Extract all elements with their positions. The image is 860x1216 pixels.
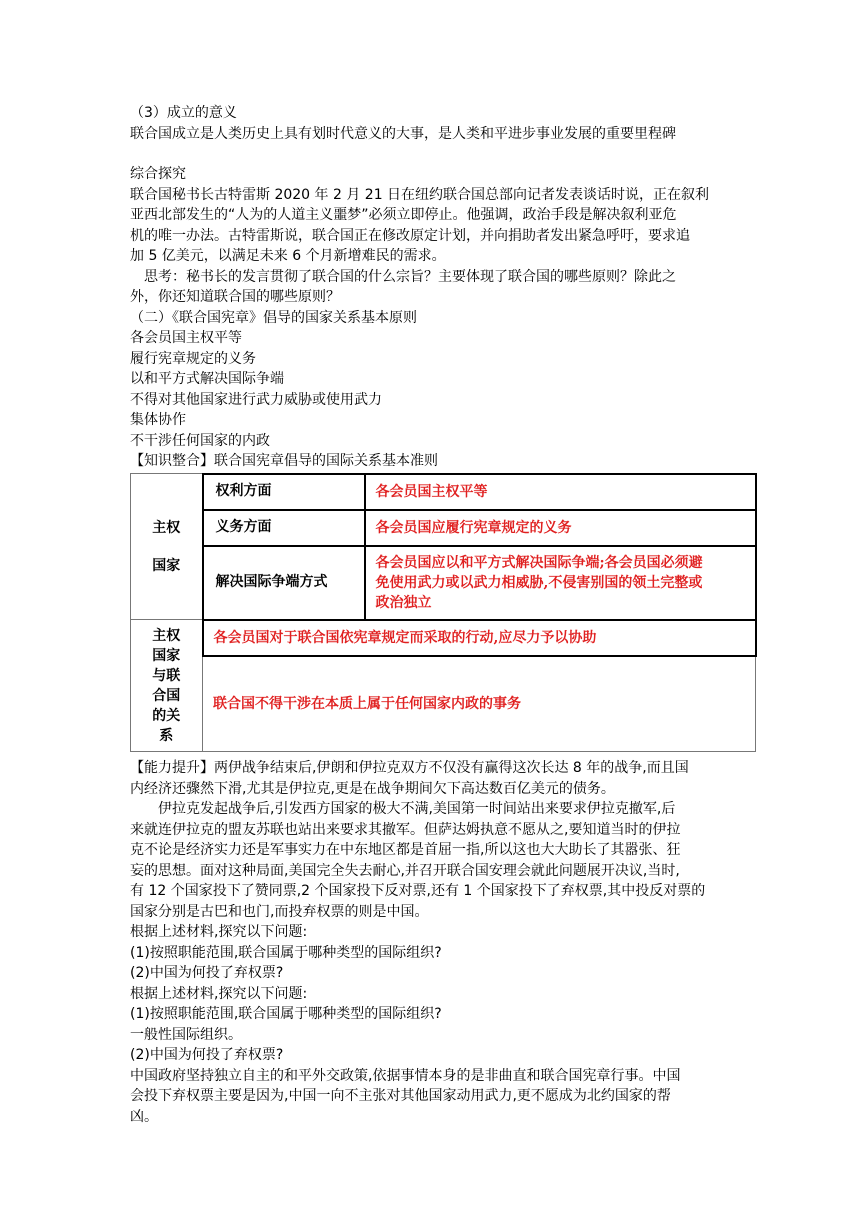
dispute-line: 免使用武力或以武力相威胁,不侵害别国的领土完整或 xyxy=(375,574,703,591)
side-label-relation xyxy=(131,620,203,752)
side-label-line: 国家 xyxy=(152,647,181,664)
ability-para2-line: 有 12 个国家投下了赞同票,2 个国家投下反对票,还有 1 个国家投下了弃权票,其中投反对票的 xyxy=(130,883,706,899)
question-line: 根据上述材料,探究以下问题: xyxy=(130,985,308,1002)
relation-row-2: 联合国不得干涉在本质上属于任何国家内政的事务 xyxy=(203,656,756,752)
principle-item: 不干涉任何国家的内政 xyxy=(130,432,270,449)
knowledge-title: 【知识整合】联合国宪章倡导的国际关系基本准则 xyxy=(130,453,438,469)
ability-line-1: 【能力提升】两伊战争结束后,伊朗和伊拉克双方不仅没有赢得这次长达 8 年的战争,而且国 xyxy=(130,760,689,776)
section3-text: 联合国成立是人类历史上具有划时代意义的大事，是人类和平进步事业发展的重要里程碑 xyxy=(130,125,676,142)
relation-row-1: 各会员国对于联合国依宪章规定而采取的行动,应尽力予以协助 xyxy=(203,620,756,656)
principle-item: 不得对其他国家进行武力威胁或使用武力 xyxy=(130,391,382,408)
question-line: (1)按照职能范围,联合国属于哪种类型的国际组织? xyxy=(130,944,442,961)
explore-title: 综合探究 xyxy=(130,166,186,182)
explore-line-3: 机的唯一办法。古特雷斯说，联合国正在修改原定计划，并向捐助者发出紧急呼吁，要求追 xyxy=(130,227,690,244)
answer-line: 凶。 xyxy=(130,1108,158,1125)
principle-item: 以和平方式解决国际争端 xyxy=(130,371,284,387)
question-line: (2)中国为何投了弃权票? xyxy=(130,1047,284,1063)
side-label-line: 国家 xyxy=(152,557,181,574)
side-label-line: 合国 xyxy=(152,687,181,704)
ability-para2-line: 克不论是经济实力还是军事实力在中东地区都是首屈一指,所以这也大大助长了其嚣张、狂 xyxy=(130,842,681,858)
dispute-line: 政治独立 xyxy=(375,594,432,611)
explore-line-4: 加 5 亿美元，以满足未来 6 个月新增难民的需求。 xyxy=(130,248,446,264)
section3-title: （3）成立的意义 xyxy=(130,105,237,121)
think-line-2: 外，你还知道联合国的哪些原则？ xyxy=(130,289,340,305)
ability-line-2: 内经济还骤然下滑,尤其是伊拉克,更是在战争期间欠下高达数百亿美元的债务。 xyxy=(130,780,615,797)
side-label-line: 与联 xyxy=(152,667,181,684)
side-label-sovereign-state xyxy=(131,474,203,620)
knowledge-table xyxy=(130,473,757,753)
ability-para2-line: 国家分别是古巴和也门,而投弃权票的则是中国。 xyxy=(130,903,429,920)
explore-line-2: 亚西北部发生的“人为的人道主义噩梦”必须立即停止。他强调，政治手段是解决叙利亚危 xyxy=(130,207,677,223)
row-label-disputes: 解决国际争端方式 xyxy=(203,546,365,620)
row-label-rights: 权利方面 xyxy=(203,474,365,510)
answer-line: 一般性国际组织。 xyxy=(130,1026,242,1043)
row-value-disputes xyxy=(365,546,756,620)
question-line: (1)按照职能范围,联合国属于哪种类型的国际组织? xyxy=(130,1006,442,1022)
row-value-duties: 各会员国应履行宪章规定的义务 xyxy=(365,510,756,546)
row-value-rights: 各会员国主权平等 xyxy=(365,474,756,510)
side-label-line: 主权 xyxy=(152,519,181,536)
ability-para2-line: 来就连伊拉克的盟友苏联也站出来要求其撤军。但萨达姆执意不愿从之,要知道当时的伊拉 xyxy=(130,821,681,838)
ability-para2-line: 妄的思想。面对这种局面,美国完全失去耐心,并召开联合国安理会就此问题展开决议,当时, xyxy=(130,862,680,879)
principle-item: 集体协作 xyxy=(130,412,186,428)
think-line-1: 思考：秘书长的发言贯彻了联合国的什么宗旨？主要体现了联合国的哪些原则？除此之 xyxy=(144,268,676,285)
row-label-duties: 义务方面 xyxy=(203,510,365,546)
ability-para2-line: 伊拉克发起战争后,引发西方国家的极大不满,美国第一时间站出来要求伊拉克撤军,后 xyxy=(158,801,676,817)
principle-item: 各会员国主权平等 xyxy=(130,330,242,346)
explore-line-1: 联合国秘书长古特雷斯 2020 年 2 月 21 日在纽约联合国总部向记者发表谈话时说，正在叙利 xyxy=(130,186,710,203)
question-line: 根据上述材料,探究以下问题: xyxy=(130,924,308,940)
side-label-line: 的关 xyxy=(152,707,181,724)
principles-title: （二）《联合国宪章》倡导的国家关系基本原则 xyxy=(130,309,417,326)
side-label-line: 系 xyxy=(159,727,174,744)
answer-line: 会投下弃权票主要是因为,中国一向不主张对其他国家动用武力,更不愿成为北约国家的帮 xyxy=(130,1088,671,1104)
side-label-line: 主权 xyxy=(152,627,181,644)
question-line: (2)中国为何投了弃权票? xyxy=(130,965,284,981)
principle-item: 履行宪章规定的义务 xyxy=(130,350,256,367)
dispute-line: 各会员国应以和平方式解决国际争端;各会员国必须避 xyxy=(375,554,703,571)
answer-line: 中国政府坚持独立自主的和平外交政策,依据事情本身的是非曲直和联合国宪章行事。中国 xyxy=(130,1067,681,1084)
document-page xyxy=(130,103,730,1127)
